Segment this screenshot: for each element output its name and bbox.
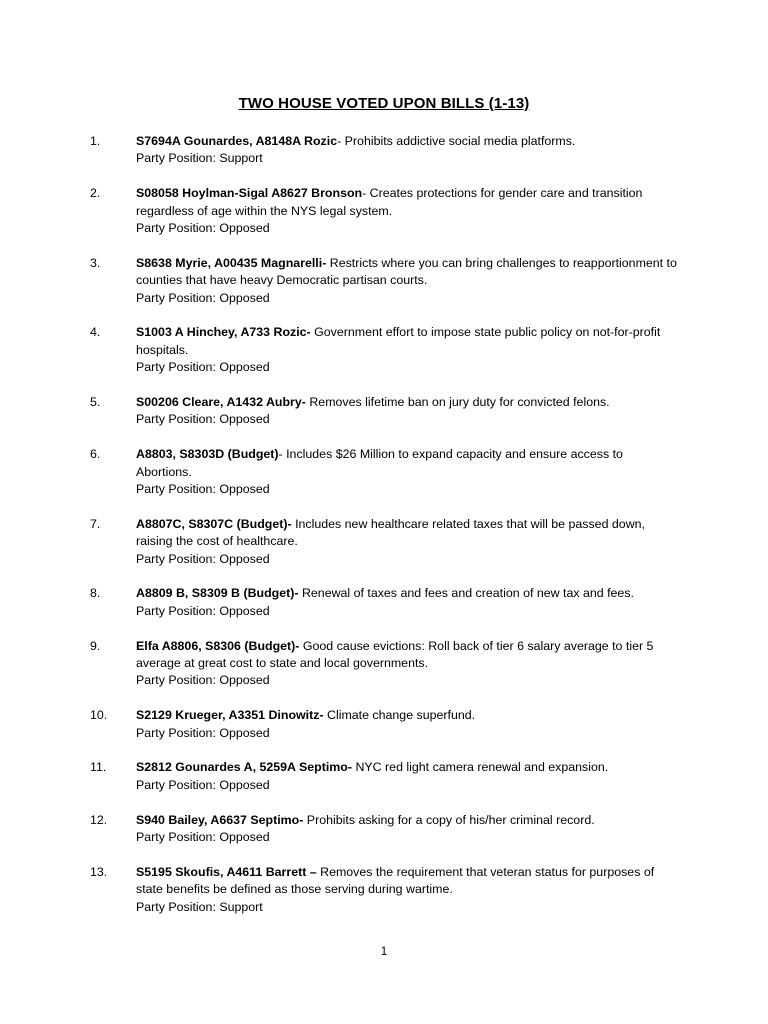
bill-number: 11. bbox=[90, 760, 107, 775]
bill-item bbox=[0, 638, 768, 690]
bill-item bbox=[0, 324, 768, 376]
bill-id: A8809 B, S8309 B (Budget)- bbox=[136, 586, 299, 601]
bill-id: S1003 A Hinchey, A733 Rozic- bbox=[136, 325, 311, 340]
party-position: Party Position: Opposed bbox=[136, 290, 270, 305]
bill-number: 1. bbox=[90, 134, 101, 148]
document-title: TWO HOUSE VOTED UPON BILLS (1-13) bbox=[238, 95, 530, 112]
party-position: Party Position: Opposed bbox=[136, 551, 270, 566]
bill-number: 8. bbox=[90, 586, 101, 601]
bill-description: Good cause evictions: Roll back of tier 6 salary average to tier 5 average at great cost to state and local governments. bbox=[136, 638, 654, 671]
party-position: Party Position: Opposed bbox=[136, 777, 270, 792]
bill-id: S08058 Hoylman-Sigal A8627 Bronson bbox=[136, 186, 363, 201]
bill-id: A8807C, S8307C (Budget)- bbox=[136, 516, 292, 531]
bill-body bbox=[136, 324, 681, 376]
bill-item bbox=[0, 133, 768, 168]
bill-body bbox=[136, 133, 681, 168]
bill-description: - Creates protections for gender care and transition regardless of age within the NYS legal system. bbox=[136, 186, 643, 218]
bill-body bbox=[136, 759, 681, 794]
party-position: Party Position: Support bbox=[136, 899, 263, 914]
bill-id: A8803, S8303D (Budget) bbox=[136, 447, 279, 462]
bill-item bbox=[0, 255, 768, 307]
bill-number: 9. bbox=[90, 638, 101, 653]
bill-description: Includes new healthcare related taxes that will be passed down, raising the cost of healthcare. bbox=[136, 516, 645, 549]
bill-item bbox=[0, 446, 768, 498]
bill-item bbox=[0, 585, 768, 620]
bill-description: - Prohibits addictive social media platforms. bbox=[337, 134, 576, 148]
bill-body bbox=[136, 585, 681, 620]
bill-item bbox=[0, 394, 768, 429]
page-number: 1 bbox=[380, 944, 388, 958]
bill-id: S5195 Skoufis, A4611 Barrett – bbox=[136, 864, 317, 879]
bill-body bbox=[136, 394, 681, 429]
bill-item bbox=[0, 864, 768, 916]
party-position: Party Position: Opposed bbox=[136, 360, 270, 375]
bill-id: S940 Bailey, A6637 Septimo- bbox=[136, 812, 304, 827]
bill-id: S8638 Myrie, A00435 Magnarelli- bbox=[136, 255, 327, 270]
party-position: Party Position: Opposed bbox=[136, 603, 270, 618]
bill-description: Restricts where you can bring challenges to reapportionment to counties that have heavy Democratic partisan courts. bbox=[136, 255, 677, 288]
party-position: Party Position: Support bbox=[136, 151, 263, 166]
bill-number: 3. bbox=[90, 255, 101, 270]
party-position: Party Position: Opposed bbox=[136, 221, 270, 236]
bill-body bbox=[136, 864, 681, 916]
bill-id: S2812 Gounardes A, 5259A Septimo- bbox=[136, 760, 352, 775]
bill-description: - Includes $26 Million to expand capacity and ensure access to Abortions. bbox=[136, 447, 623, 479]
party-position: Party Position: Opposed bbox=[136, 482, 270, 497]
bill-description: Removes the requirement that veteran status for purposes of state benefits be defined as those serving during wartime. bbox=[136, 864, 655, 897]
bill-description: NYC red light camera renewal and expansion. bbox=[352, 760, 609, 775]
bill-body bbox=[136, 812, 681, 847]
bill-description: Prohibits asking for a copy of his/her criminal record. bbox=[303, 812, 595, 827]
bill-item bbox=[0, 516, 768, 568]
bill-body bbox=[136, 446, 681, 498]
party-position: Party Position: Opposed bbox=[136, 830, 270, 845]
bill-number: 5. bbox=[90, 395, 101, 410]
bill-item bbox=[0, 707, 768, 742]
bill-item bbox=[0, 812, 768, 847]
bill-description: Renewal of taxes and fees and creation of new tax and fees. bbox=[298, 586, 634, 601]
party-position: Party Position: Opposed bbox=[136, 725, 270, 740]
bill-body bbox=[136, 638, 681, 690]
bill-body bbox=[136, 185, 681, 237]
bill-body bbox=[136, 255, 681, 307]
bill-number: 2. bbox=[90, 186, 101, 201]
bill-description: Climate change superfund. bbox=[323, 708, 476, 723]
bill-body bbox=[136, 707, 681, 742]
bill-id: S7694A Gounardes, A8148A Rozic bbox=[136, 134, 338, 148]
bill-description: Removes lifetime ban on jury duty for convicted felons. bbox=[305, 395, 610, 410]
bill-number: 10. bbox=[90, 708, 108, 723]
bill-description: Government effort to impose state public policy on not-for-profit hospitals. bbox=[136, 325, 661, 357]
bill-item bbox=[0, 185, 768, 237]
party-position: Party Position: Opposed bbox=[136, 673, 270, 688]
party-position: Party Position: Opposed bbox=[136, 412, 270, 427]
bill-body bbox=[136, 516, 681, 568]
bill-id: S2129 Krueger, A3351 Dinowitz- bbox=[136, 708, 324, 723]
bill-item bbox=[0, 759, 768, 794]
bill-number: 6. bbox=[90, 447, 101, 462]
bill-number: 12. bbox=[90, 812, 108, 827]
bill-list bbox=[0, 133, 768, 933]
bill-number: 7. bbox=[90, 516, 101, 531]
bill-number: 13. bbox=[90, 864, 108, 879]
bill-id: S00206 Cleare, A1432 Aubry- bbox=[136, 395, 306, 410]
bill-id: Elfa A8806, S8306 (Budget)- bbox=[136, 638, 300, 653]
bill-number: 4. bbox=[90, 325, 101, 340]
